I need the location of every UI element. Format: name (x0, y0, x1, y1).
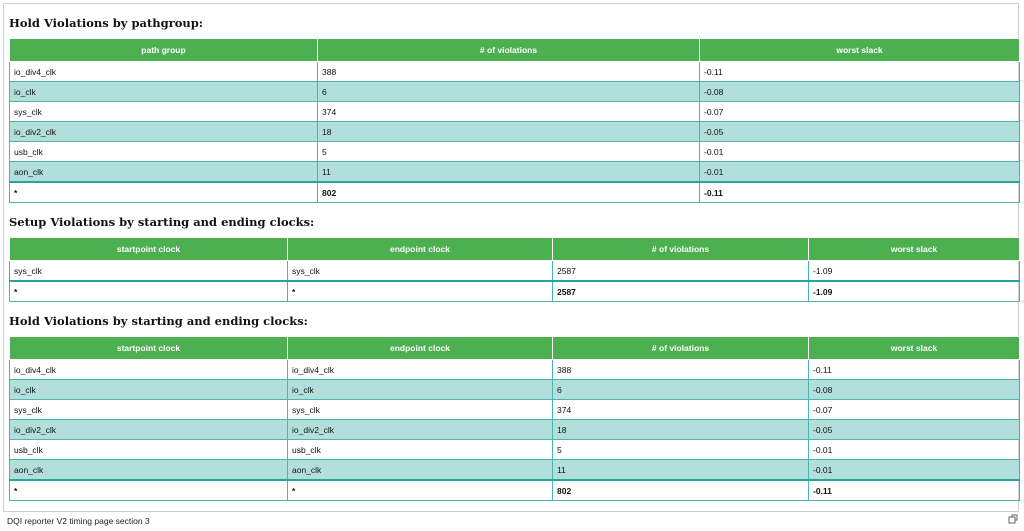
col-header-startpoint-clock[interactable]: startpoint clock (10, 337, 288, 360)
table-row (10, 400, 1020, 420)
cell-violations: 11 (553, 460, 809, 481)
cell-violations: 6 (318, 82, 700, 102)
cell-worst-slack: -0.05 (809, 420, 1020, 440)
cell-path-group: io_div4_clk (10, 62, 318, 82)
cell-startpoint-clock: usb_clk (10, 440, 288, 460)
cell-total-violations: 2587 (553, 281, 809, 302)
table-row (10, 62, 1020, 82)
resize-icon[interactable] (1007, 514, 1019, 526)
section-title-hold-pathgroup: Hold Violations by pathgroup: (9, 16, 204, 30)
cell-violations: 11 (318, 162, 700, 183)
cell-worst-slack: -0.01 (700, 162, 1020, 183)
cell-violations: 388 (553, 360, 809, 380)
table-header-row (10, 238, 1020, 261)
cell-worst-slack: -0.01 (700, 142, 1020, 162)
cell-total-violations: 802 (553, 480, 809, 501)
cell-violations: 18 (318, 122, 700, 142)
cell-endpoint-clock: io_clk (288, 380, 553, 400)
cell-worst-slack: -0.05 (700, 122, 1020, 142)
cell-startpoint-clock: sys_clk (10, 261, 288, 282)
table-header-row (10, 39, 1020, 62)
table-row (10, 420, 1020, 440)
table-row (10, 102, 1020, 122)
col-header-worst-slack[interactable]: worst slack (700, 39, 1020, 62)
cell-startpoint-clock: io_clk (10, 380, 288, 400)
cell-endpoint-clock: usb_clk (288, 440, 553, 460)
table-total-row (10, 480, 1020, 501)
cell-endpoint-clock: sys_clk (288, 261, 553, 282)
table-row (10, 360, 1020, 380)
table-row (10, 440, 1020, 460)
table-row (10, 122, 1020, 142)
cell-total-endpoint: * (288, 480, 553, 501)
cell-path-group: aon_clk (10, 162, 318, 183)
cell-endpoint-clock: io_div4_clk (288, 360, 553, 380)
cell-worst-slack: -0.08 (809, 380, 1020, 400)
cell-worst-slack: -0.07 (809, 400, 1020, 420)
cell-worst-slack: -0.01 (809, 460, 1020, 481)
col-header-violations[interactable]: # of violations (318, 39, 700, 62)
col-header-path-group[interactable]: path group (10, 39, 318, 62)
cell-worst-slack: -0.07 (700, 102, 1020, 122)
cell-path-group: sys_clk (10, 102, 318, 122)
cell-startpoint-clock: io_div4_clk (10, 360, 288, 380)
table-row (10, 380, 1020, 400)
cell-total-label: * (10, 182, 318, 203)
cell-violations: 388 (318, 62, 700, 82)
table-total-row (10, 281, 1020, 302)
cell-violations: 5 (318, 142, 700, 162)
cell-total-worst-slack: -0.11 (700, 182, 1020, 203)
section-title-hold-clocks: Hold Violations by starting and ending clocks: (9, 314, 308, 328)
footer-caption: DQI reporter V2 timing page section 3 (7, 516, 150, 526)
cell-endpoint-clock: io_div2_clk (288, 420, 553, 440)
cell-worst-slack: -0.01 (809, 440, 1020, 460)
cell-violations: 6 (553, 380, 809, 400)
table-row (10, 82, 1020, 102)
cell-total-worst-slack: -0.11 (809, 480, 1020, 501)
cell-total-violations: 802 (318, 182, 700, 203)
cell-path-group: io_clk (10, 82, 318, 102)
cell-startpoint-clock: sys_clk (10, 400, 288, 420)
table-setup-clocks (9, 237, 1020, 302)
cell-worst-slack: -1.09 (809, 261, 1020, 282)
cell-total-worst-slack: -1.09 (809, 281, 1020, 302)
cell-endpoint-clock: sys_clk (288, 400, 553, 420)
cell-violations: 18 (553, 420, 809, 440)
cell-total-startpoint: * (10, 281, 288, 302)
cell-total-endpoint: * (288, 281, 553, 302)
col-header-violations[interactable]: # of violations (553, 238, 809, 261)
table-hold-clocks (9, 336, 1020, 501)
table-row (10, 142, 1020, 162)
cell-worst-slack: -0.11 (700, 62, 1020, 82)
table-header-row (10, 337, 1020, 360)
cell-violations: 5 (553, 440, 809, 460)
table-row (10, 261, 1020, 282)
table-row (10, 162, 1020, 183)
cell-path-group: usb_clk (10, 142, 318, 162)
cell-violations: 374 (318, 102, 700, 122)
col-header-startpoint-clock[interactable]: startpoint clock (10, 238, 288, 261)
col-header-worst-slack[interactable]: worst slack (809, 238, 1020, 261)
cell-worst-slack: -0.11 (809, 360, 1020, 380)
section-title-setup-clocks: Setup Violations by starting and ending clocks: (9, 215, 315, 229)
col-header-endpoint-clock[interactable]: endpoint clock (288, 238, 553, 261)
col-header-worst-slack[interactable]: worst slack (809, 337, 1020, 360)
cell-total-startpoint: * (10, 480, 288, 501)
report-frame (3, 3, 1019, 512)
table-row (10, 460, 1020, 481)
table-hold-pathgroup (9, 38, 1020, 203)
cell-worst-slack: -0.08 (700, 82, 1020, 102)
cell-endpoint-clock: aon_clk (288, 460, 553, 481)
cell-path-group: io_div2_clk (10, 122, 318, 142)
cell-startpoint-clock: io_div2_clk (10, 420, 288, 440)
col-header-endpoint-clock[interactable]: endpoint clock (288, 337, 553, 360)
col-header-violations[interactable]: # of violations (553, 337, 809, 360)
cell-violations: 374 (553, 400, 809, 420)
table-total-row (10, 182, 1020, 203)
cell-violations: 2587 (553, 261, 809, 282)
cell-startpoint-clock: aon_clk (10, 460, 288, 481)
